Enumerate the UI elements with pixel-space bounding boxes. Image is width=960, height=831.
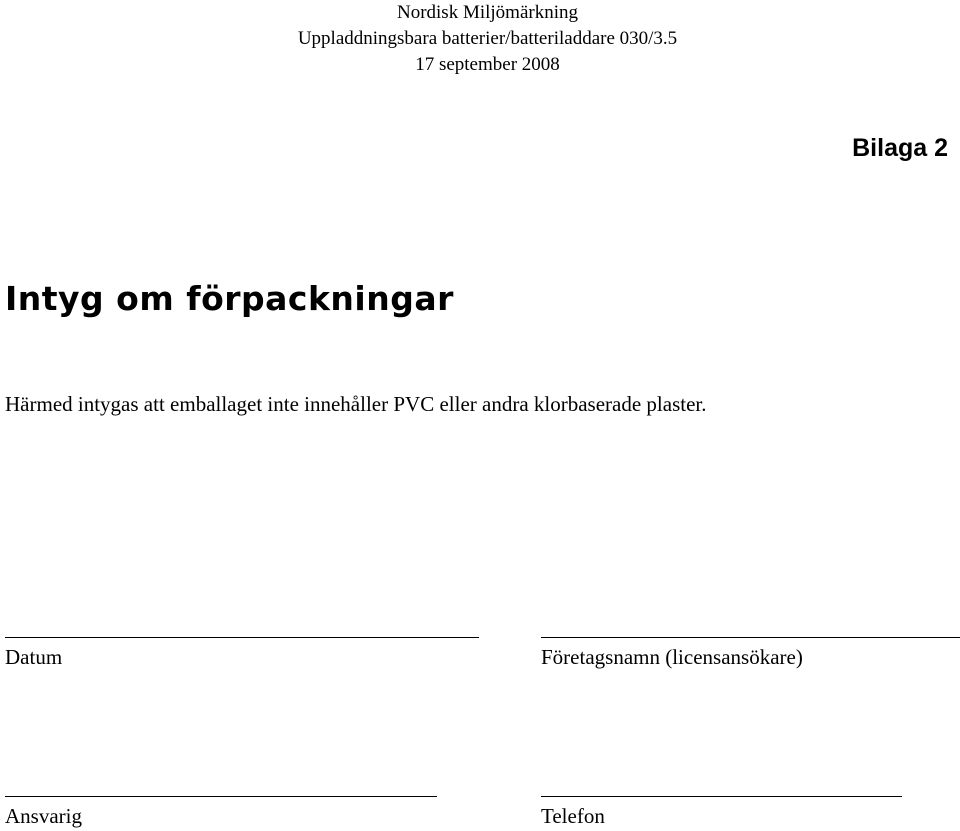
signature-field-telefon[interactable] <box>541 796 902 830</box>
document-header <box>0 0 960 78</box>
document-name: Uppladdningsbara batterier/batteriladdare 030/3.5 <box>297 28 678 49</box>
signature-line[interactable] <box>541 796 902 797</box>
signature-label-ansvarig: Ansvarig <box>5 804 82 828</box>
signature-line[interactable] <box>5 796 437 797</box>
signature-field-datum[interactable] <box>5 637 479 671</box>
page-title: Intyg om förpackningar <box>5 279 454 318</box>
organization-name: Nordisk Miljömärkning <box>396 2 579 23</box>
signature-line[interactable] <box>541 637 960 638</box>
certification-text: Härmed intygas att emballaget inte innehåller PVC eller andra klorbaserade plaster. <box>5 392 707 416</box>
signature-label-datum: Datum <box>5 645 63 669</box>
appendix-label: Bilaga 2 <box>852 134 948 162</box>
signature-field-company[interactable] <box>541 637 960 671</box>
signature-label-telefon: Telefon <box>541 804 605 828</box>
document-date: 17 september 2008 <box>415 54 560 75</box>
signature-label-company: Företagsnamn (licensansökare) <box>541 645 803 669</box>
signature-line[interactable] <box>5 637 479 638</box>
signature-field-ansvarig[interactable] <box>5 796 437 830</box>
